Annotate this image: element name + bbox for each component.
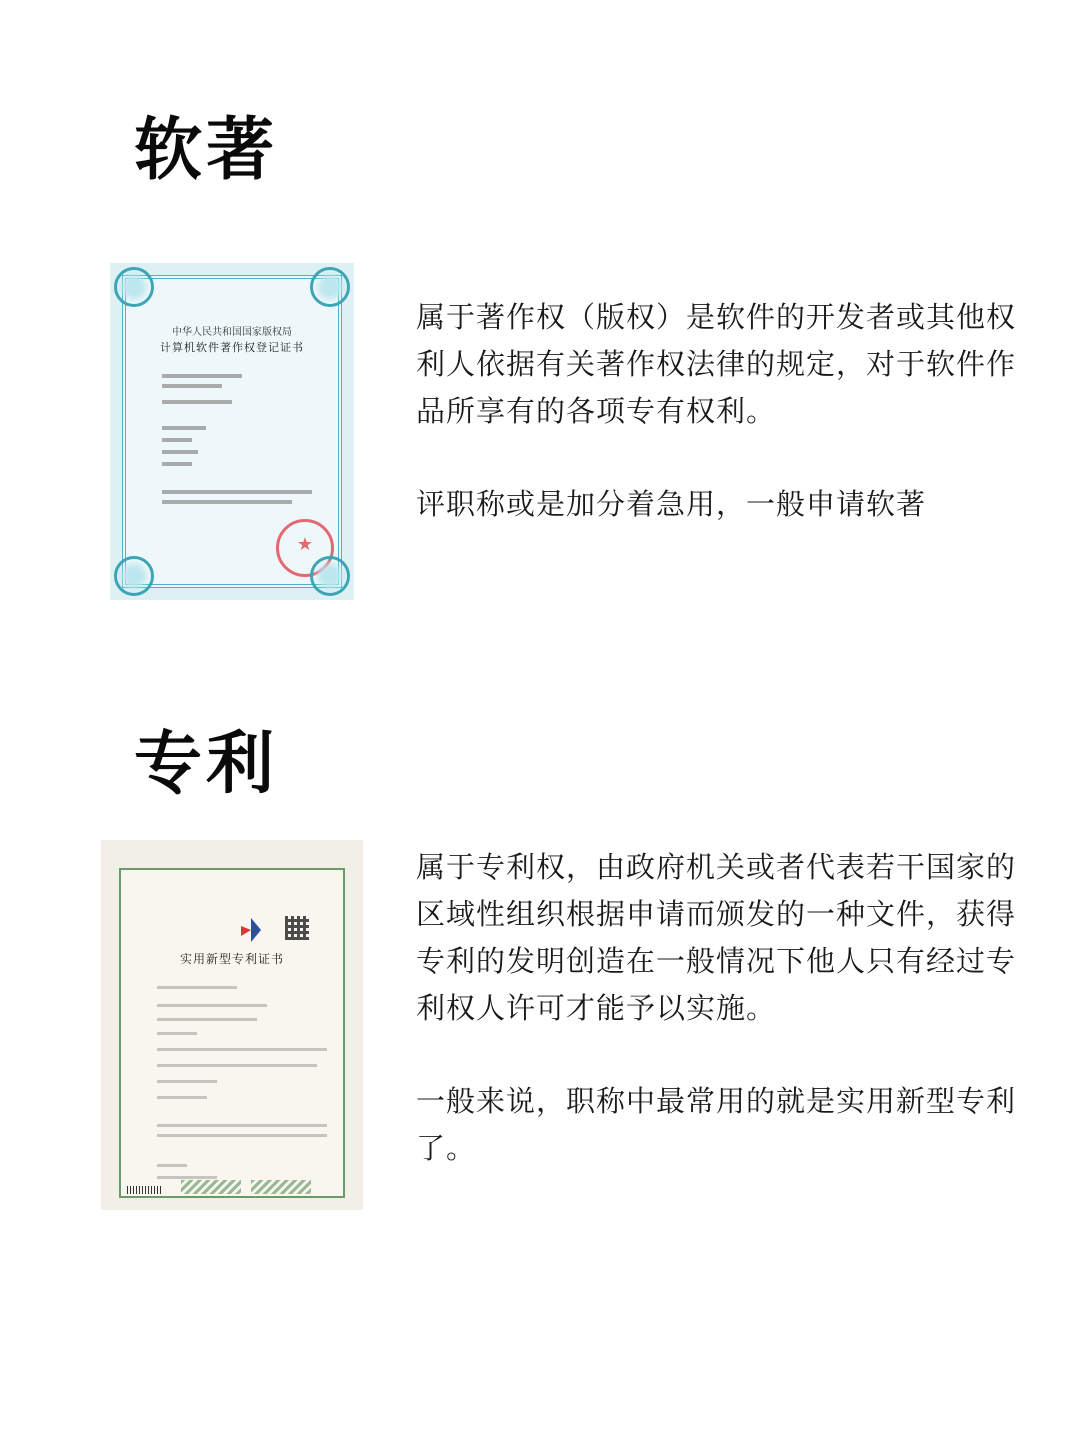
software-copyright-note: 评职称或是加分着急用，一般申请软著 <box>416 487 927 521</box>
redacted-field <box>157 1048 327 1051</box>
redacted-field <box>157 1032 197 1035</box>
redacted-field <box>156 437 192 443</box>
redacted-field <box>156 461 192 467</box>
patent-description: 属于专利权，由政府机关或者代表若干国家的区域性组织根据申请而颁发的一种文件，获得专利的发明创造在一般情况下他人只有经过专利权人许可才能予以实施。 <box>416 850 1017 1025</box>
redacted-field <box>157 1176 217 1179</box>
redacted-field <box>156 449 198 455</box>
redacted-field <box>157 1124 327 1127</box>
redacted-field <box>156 499 292 505</box>
patent-certificate-image <box>101 840 363 1210</box>
redacted-field <box>157 1134 327 1137</box>
redacted-field <box>157 1064 317 1067</box>
certificate-title: 计算机软件著作权登记证书 <box>160 341 304 354</box>
software-copyright-certificate-image <box>110 263 354 600</box>
redacted-field <box>156 425 206 431</box>
redacted-field <box>156 489 312 495</box>
redacted-field <box>157 986 237 989</box>
ornament-icon <box>251 1180 311 1194</box>
certificate-title: 实用新型专利证书 <box>179 952 284 966</box>
qr-code-icon <box>285 916 309 940</box>
ornament-icon <box>181 1180 241 1194</box>
ornament-icon <box>114 267 154 307</box>
redacted-field <box>157 1096 207 1099</box>
certificate-issuer: 中华人民共和国国家版权局 <box>172 327 292 338</box>
software-copyright-description: 属于著作权（版权）是软件的开发者或其他权利人依据有关著作权法律的规定，对于软件作品所享有的各项专有权利。 <box>416 300 1017 428</box>
redacted-field <box>157 1164 187 1167</box>
section-heading-software-copyright: 软著 <box>134 110 279 190</box>
redacted-field <box>157 1080 217 1083</box>
ornament-icon <box>310 556 350 596</box>
redacted-field <box>156 383 222 389</box>
redacted-field <box>157 1018 257 1021</box>
certificate-border <box>119 868 345 1198</box>
barcode-icon <box>127 1186 163 1194</box>
certificate-border <box>122 275 342 588</box>
ornament-icon <box>310 267 350 307</box>
ornament-icon <box>114 556 154 596</box>
redacted-field <box>157 1004 267 1007</box>
redacted-field <box>156 373 242 379</box>
patent-office-logo-icon <box>237 916 265 944</box>
redacted-field <box>156 399 232 405</box>
section-heading-patent: 专利 <box>134 724 279 804</box>
patent-note: 一般来说，职称中最常用的就是实用新型专利了。 <box>416 1084 1017 1165</box>
